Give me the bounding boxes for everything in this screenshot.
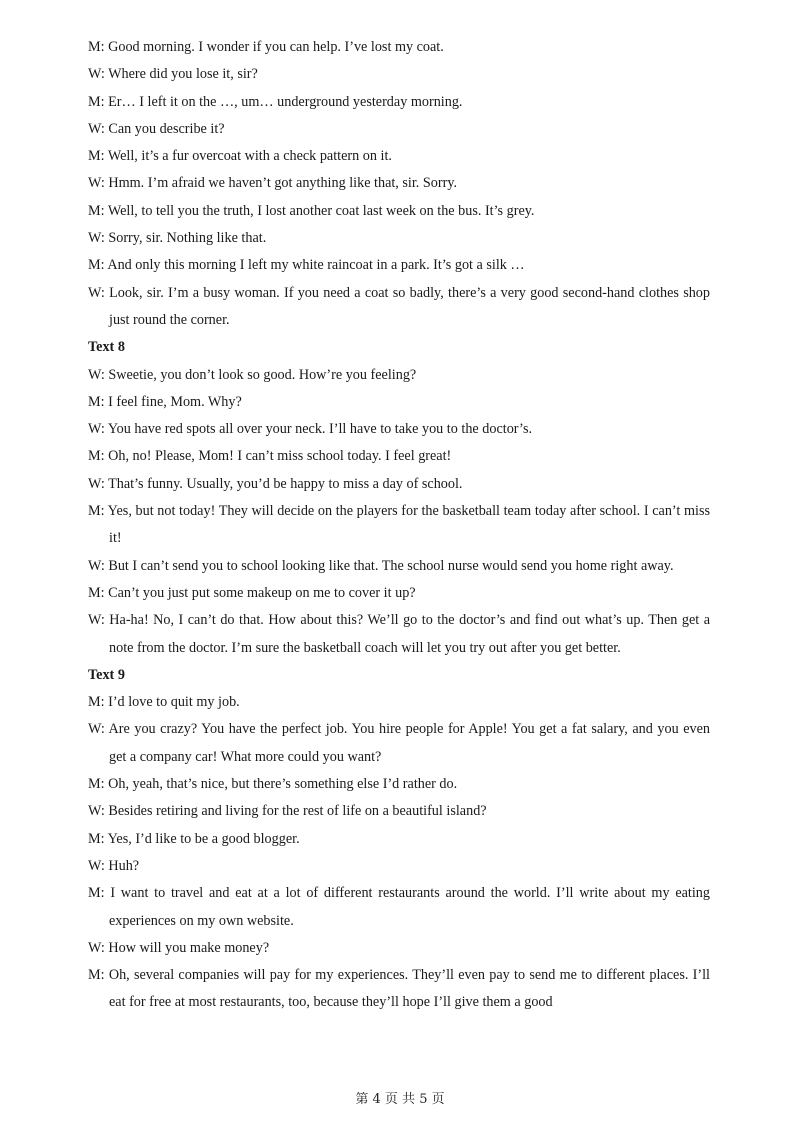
dialogue-line: M: Well, it’s a fur overcoat with a check pattern on it. <box>88 148 392 165</box>
dialogue-line: M: Good morning. I wonder if you can help. I’ve lost my coat. <box>88 39 444 55</box>
page-footer: 第 4 页 共 5 页 <box>355 1092 445 1107</box>
dialogue-line: W: You have red spots all over your neck. I’ll have to take you to the doctor’s. <box>88 421 533 438</box>
dialogue-line: M: I’d love to quit my job. <box>88 694 240 711</box>
dialogue-line: M: I want to travel and eat at a lot of different restaurants around the world. I’ll write about my eating experiences on my own website. <box>88 885 710 929</box>
dialogue-line: W: Where did you lose it, sir? <box>88 66 258 83</box>
dialogue-line: M: Can’t you just put some makeup on me to cover it up? <box>88 584 416 601</box>
dialogue-line: W: Sorry, sir. Nothing like that. <box>88 230 267 247</box>
dialogue-line: W: Are you crazy? You have the perfect job. You hire people for Apple! You get a fat salary, and you even get a company car! What more could you want? <box>88 721 710 765</box>
dialogue-line: W: That’s funny. Usually, you’d be happy to miss a day of school. <box>88 475 463 492</box>
transcript-body <box>88 34 710 1017</box>
dialogue-line: M: Yes, but not today! They will decide on the players for the basketball team today after school. I can’t miss it! <box>88 503 710 547</box>
dialogue-line: W: Sweetie, you don’t look so good. How’re you feeling? <box>88 366 417 383</box>
dialogue-line: M: Oh, no! Please, Mom! I can’t miss school today. I feel great! <box>88 448 452 465</box>
dialogue-line: M: Well, to tell you the truth, I lost another coat last week on the bus. It’s grey. <box>88 202 535 219</box>
dialogue-line: M: Oh, yeah, that’s nice, but there’s something else I’d rather do. <box>88 776 458 793</box>
dialogue-line: W: Look, sir. I’m a busy woman. If you need a coat so badly, there’s a very good second-hand clothes shop just round the corner. <box>88 284 710 328</box>
dialogue-line: W: Besides retiring and living for the rest of life on a beautiful island? <box>88 803 487 820</box>
dialogue-line: W: How will you make money? <box>88 939 270 956</box>
dialogue-line: W: Ha-ha! No, I can’t do that. How about this? We’ll go to the doctor’s and find out what’s up. Then get a note from the doctor. I’m sure the basketball coach will let you try out after you get better. <box>88 612 710 656</box>
section-heading: Text 8 <box>88 339 125 356</box>
section-heading: Text 9 <box>88 666 125 683</box>
dialogue-line: M: And only this morning I left my white raincoat in a park. It’s got a silk … <box>88 257 525 274</box>
dialogue-line: W: But I can’t send you to school looking like that. The school nurse would send you home right away. <box>88 557 674 574</box>
dialogue-line: M: Oh, several companies will pay for my experiences. They’ll even pay to send me to different places. I’ll eat for free at most restaurants, too, because they’ll hope I’ll give them a good <box>88 967 710 1011</box>
dialogue-line: M: I feel fine, Mom. Why? <box>88 393 242 410</box>
dialogue-line: W: Can you describe it? <box>88 120 225 137</box>
dialogue-line: M: Er… I left it on the …, um… underground yesterday morning. <box>88 93 463 110</box>
dialogue-line: W: Hmm. I’m afraid we haven’t got anything like that, sir. Sorry. <box>88 175 458 192</box>
dialogue-line: M: Yes, I’d like to be a good blogger. <box>88 830 300 847</box>
dialogue-line: W: Huh? <box>88 857 140 874</box>
